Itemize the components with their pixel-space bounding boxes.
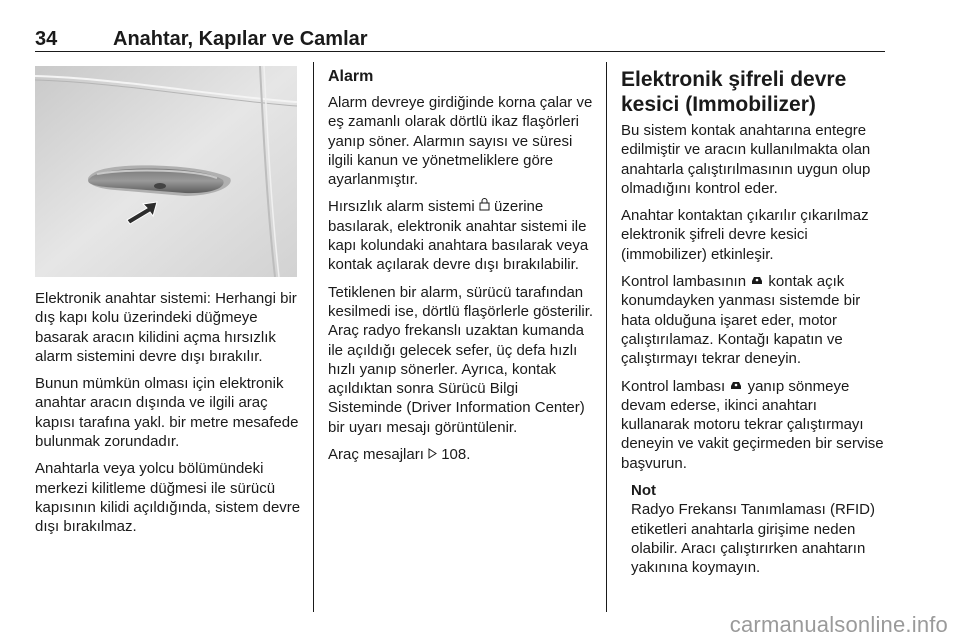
paragraph: Bunun mümkün olması için elektronik anahtar aracın dışında ve ilgili araç kapısı tarafına yakl. bir metre mesafede bulunmak zorundadır. (35, 375, 299, 451)
section-heading-alarm: Alarm (328, 68, 374, 85)
note-title: Not (631, 482, 656, 500)
column-3 (621, 67, 889, 578)
paragraph (621, 377, 889, 473)
lock-icon (479, 197, 490, 216)
paragraph (328, 197, 596, 274)
paragraph (328, 445, 596, 464)
triangle-right-icon (428, 445, 437, 464)
note-text: Radyo Frekansı Tanımlaması (RFID) etiketleri anahtarla girişime neden olabilir. Aracı çalıştırırken anahtarın yakınına koymayın. (631, 501, 875, 577)
page-reference[interactable]: 108. (441, 446, 471, 464)
note-box (631, 481, 889, 577)
paragraph: Tetiklenen bir alarm, sürücü tarafından kesilmedi ise, dörtlü flaşörlerle gösterilir. Araç radyo frekanslı uzaktan kumanda ile açıldığı gelecek sefer, üç defa hızlı hızlı yanıp sönerler. Ayrıca, kontak açıldıktan sonra Sürücü Bilgi Sisteminde (Driver Information Center) bir uyarı mesajı görüntülenir. (328, 283, 594, 436)
page-title: Anahtar, Kapılar ve Camlar (113, 28, 368, 50)
column-divider (313, 62, 314, 612)
text-span: Kontrol lambası (621, 377, 726, 395)
header-rule (35, 51, 885, 52)
column-2 (328, 67, 596, 472)
paragraph: Anahtarla veya yolcu bölümündeki merkezi kilitleme düğmesi ile sürücü kapısının kilidi açıldığında, sistem devre dışı bırakılmaz. (35, 460, 301, 536)
text-span: Kontrol lambasının (621, 273, 747, 291)
section-heading-immobilizer: Elektronik şifreli devre kesici (Immobilizer) (621, 68, 847, 116)
door-handle-illustration (35, 66, 297, 277)
text-span: kontak açık konumdayken yanması sistemde bir hata olduğuna işaret eder, motor çalıştırılamaz. Kontağı kapatın ve çalıştırmayı tekrar deneyin. (621, 273, 861, 368)
car-key-icon (750, 272, 764, 291)
paragraph: Alarm devreye girdiğinde korna çalar ve eş zamanlı olarak dörtlü ikaz flaşörleri yanıp söner. Alarmın sayısı ve süresi ilgili kanun ve yönetmeliklere göre ayarlanmıştır. (328, 94, 593, 189)
paragraph: Anahtar kontaktan çıkarılır çıkarılmaz elektronik şifreli devre kesici (immobilizer) etkinleşir. (621, 207, 869, 263)
text-span: yanıp sönmeye devam ederse, ikinci anahtarı kullanarak motoru tekrar çalıştırmayı deneyin ve vakit geçirmeden bir servise başvurun. (621, 377, 884, 472)
watermark: carmanualsonline.info (729, 612, 948, 637)
door-handle-figure (35, 66, 297, 277)
page-number: 34 (35, 28, 58, 50)
paragraph: Bu sistem kontak anahtarına entegre edilmiştir ve aracın kullanılmakta olan anahtarla çalıştırılmasının uygun olup olmadığını kontrol eder. (621, 122, 871, 197)
column-1 (35, 289, 303, 545)
text-span: Araç mesajları (328, 446, 424, 464)
text-span: Hırsızlık alarm sistemi (328, 198, 475, 216)
paragraph: Elektronik anahtar sistemi: Herhangi bir dış kapı kolu üzerindeki düğmeye basarak aracın kilidini açma hırsızlık alarm sistemini devre dışı bırakılır. (35, 290, 297, 365)
text-span: üzerine basılarak, elektronik anahtar sistemi ile kapı kolundaki anahtara basılarak veya kontak açılarak devre dışı bırakılabilir. (328, 198, 589, 274)
car-key-icon (729, 377, 743, 396)
column-divider (606, 62, 607, 612)
paragraph (621, 272, 889, 368)
